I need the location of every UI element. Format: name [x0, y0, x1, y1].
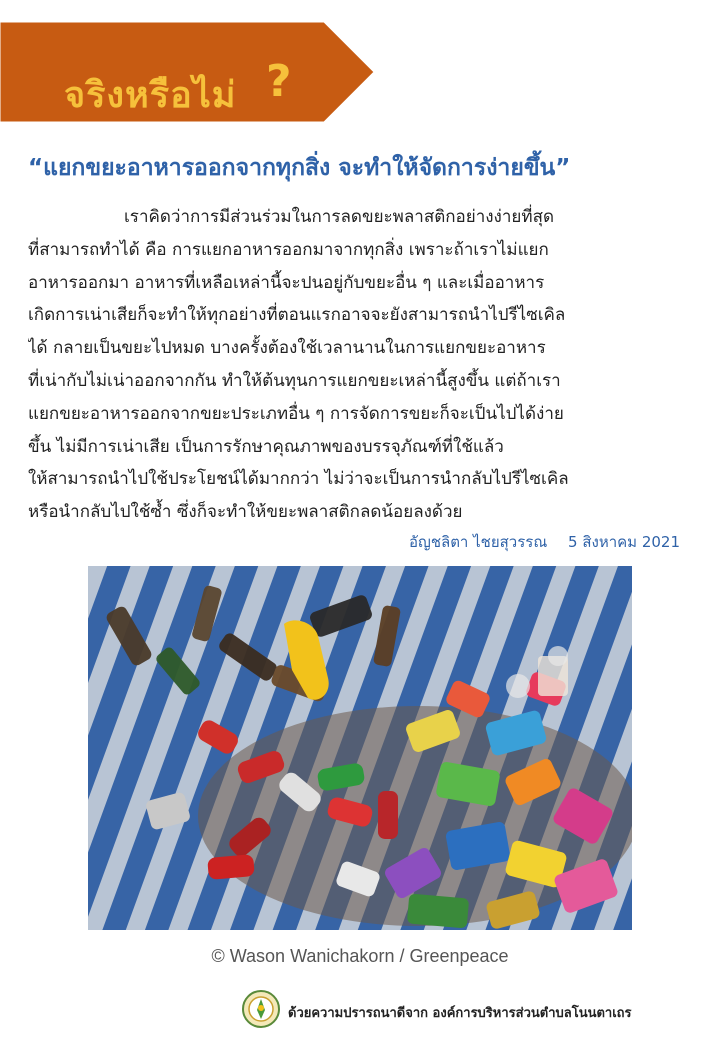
- banner-question-mark: ?: [266, 56, 292, 107]
- organization-seal-icon: [242, 990, 280, 1028]
- banner-title: จริงหรือไม่: [64, 75, 237, 116]
- waste-photo: [88, 566, 632, 930]
- headline: “แยกขยะอาหารออกจากทุกสิ่ง จะทำให้จัดการง่ายขึ้น”: [28, 155, 571, 181]
- author-name: อัญชลิตา ไชยสุวรรณ: [409, 533, 548, 551]
- body-line: ขึ้น ไม่มีการเน่าเสีย เป็นการรักษาคุณภาพของบรรจุภัณฑ์ที่ใช้แล้ว: [28, 436, 504, 457]
- waste-photo-illustration: [88, 566, 632, 930]
- body-line: ให้สามารถนำไปใช้ประโยชน์ได้มากกว่า ไม่ว่าจะเป็นการนำกลับไปรีไซเคิล: [28, 469, 569, 490]
- body-line: เกิดการเน่าเสียก็จะทำให้ทุกอย่างที่ตอนแรกอาจจะยังสามารถนำไปรีไซเคิล: [28, 305, 566, 326]
- body-line: อาหารออกมา อาหารที่เหลือเหล่านี้จะปนอยู่กับขยะอื่น ๆ และเมื่ออาหาร: [28, 272, 545, 293]
- article-body: [28, 201, 692, 529]
- body-line: แยกขยะอาหารออกจากขยะประเภทอื่น ๆ การจัดการขยะก็จะเป็นไปได้ง่าย: [28, 403, 564, 424]
- body-line: ได้ กลายเป็นขยะไปหมด บางครั้งต้องใช้เวลานานในการแยกขยะอาหาร: [28, 338, 546, 359]
- byline: [393, 530, 680, 554]
- body-line: หรือนำกลับไปใช้ซ้ำ ซึ่งก็จะทำให้ขยะพลาสติกลดน้อยลงด้วย: [28, 502, 463, 523]
- footer-text: ด้วยความปรารถนาดีจาก องค์การบริหารส่วนตำบลโนนตาเถร: [288, 1006, 632, 1021]
- body-line: ที่เน่ากับไม่เน่าออกจากกัน ทำให้ต้นทุนการแยกขยะเหล่านี้สูงขึ้น แต่ถ้าเรา: [28, 370, 561, 391]
- title-banner: [0, 22, 376, 122]
- body-line: ที่สามารถทำได้ คือ การแยกอาหารออกมาจากทุกสิ่ง เพราะถ้าเราไม่แยก: [28, 239, 549, 260]
- publish-date: 5 สิงหาคม 2021: [568, 533, 680, 551]
- body-line: เราคิดว่าการมีส่วนร่วมในการลดขยะพลาสติกอย่างง่ายที่สุด: [124, 207, 554, 227]
- footer: [242, 990, 712, 1030]
- photo-credit: © Wason Wanichakorn / Greenpeace: [211, 946, 509, 966]
